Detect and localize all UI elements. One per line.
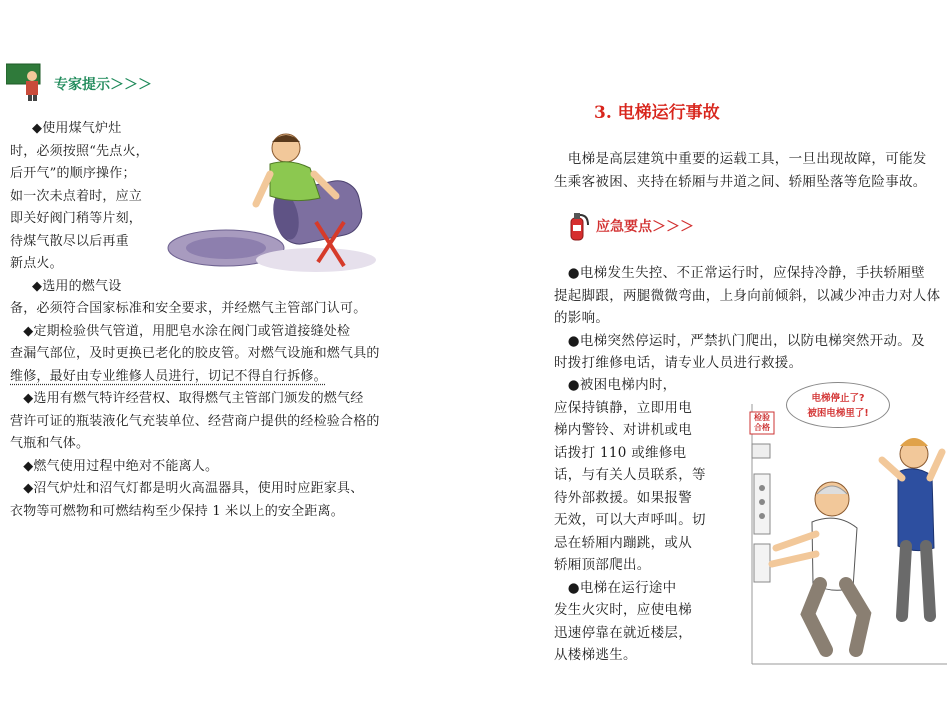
text-line: ●电梯在运行途中 <box>554 579 677 596</box>
text-line: 如一次未点着时，应立 <box>10 188 143 204</box>
elevator-intro <box>554 148 946 193</box>
right-page <box>470 0 950 718</box>
elevator-illustration <box>742 384 947 672</box>
text-line: 梯内警铃、对讲机或电 <box>554 422 692 438</box>
text-line: ●电梯突然停运时，严禁扒门爬出，以防电梯突然开动。及 <box>554 332 925 349</box>
text-line: 待煤气散尽以后再重 <box>10 233 129 249</box>
text-line: 维修，最好由专业维修人员进行，切记不得自行拆修。 <box>10 368 327 384</box>
text-line: 迅速停靠在就近楼层， <box>554 624 692 641</box>
text-line: 即关好阀门稍等片刻， <box>10 211 143 226</box>
text-line: 无效，可以大声呼叫。切 <box>554 512 706 528</box>
text-line: 忌在轿厢内蹦跳，或从 <box>554 534 692 551</box>
text-line: 时，必须按照“先点火， <box>10 143 149 159</box>
text-line: 气瓶和气体。 <box>10 436 90 451</box>
emergency-tip-header <box>566 210 694 242</box>
gas-stove-paragraph <box>10 118 160 298</box>
section-title: 3. 电梯运行事故 <box>594 103 720 123</box>
text-line: ◆选用的燃气设 <box>32 278 122 294</box>
text-line: ●被困电梯内时， <box>554 377 677 393</box>
bubble-line: 被困电梯里了! <box>807 408 869 419</box>
text-line: 应保持镇静，立即用电 <box>554 399 692 416</box>
text-line: ◆沼气炉灶和沼气灯都是明火高温器具，使用时应距家具、 <box>10 481 364 496</box>
inspection-sign: 检验合格 <box>754 413 770 432</box>
text-line: ◆定期检验供气管道，用肥皂水涂在阀门或管道接缝处检 <box>10 323 351 339</box>
emergency-tip-label: 应急要点＞＞＞ <box>596 219 694 235</box>
bubble-line: 电梯停止了? <box>811 393 865 404</box>
text-line: 备，必须符合国家标准和安全要求，并经燃气主管部门认可。 <box>10 301 367 316</box>
left-page <box>0 0 470 718</box>
text-line: ◆选用有燃气特许经营权、取得燃气主管部门颁发的燃气经 <box>10 391 364 406</box>
expert-tip-header <box>6 62 152 102</box>
text-line: 营许可证的瓶装液化气充装单位、经营商户提供的经检验合格的 <box>10 413 380 429</box>
expert-icon <box>6 62 50 102</box>
text-line: 的影响。 <box>554 310 610 326</box>
text-line: 生乘客被困、夹持在轿厢与井道之间、轿厢坠落等危险事故。 <box>554 173 927 190</box>
text-line: 话拨打 110 或维修电 <box>554 444 687 461</box>
text-line: 查漏气部位，及时更换已老化的胶皮管。对燃气设施和燃气具的 <box>10 346 380 361</box>
text-line: 电梯是高层建筑中重要的运载工具，一旦出现故障，可能发 <box>554 151 927 167</box>
text-line: 衣物等可燃物和可燃结构至少保持 1 米以上的安全距离。 <box>10 503 344 519</box>
speech-bubble <box>786 382 890 428</box>
text-line: ●电梯发生失控、不正常运行时，应保持冷静，手扶轿厢壁 <box>554 265 925 281</box>
text-line: 话，与有关人员联系，等 <box>554 467 706 483</box>
gas-safety-paragraphs <box>10 298 465 523</box>
trapped-elevator-paragraphs <box>554 374 714 667</box>
text-line: 待外部救援。如果报警 <box>554 489 692 506</box>
text-line: 发生火灾时，应使电梯 <box>554 602 692 618</box>
text-line: 新点火。 <box>10 256 63 271</box>
text-line: 后开气”的顺序操作； <box>10 166 136 181</box>
expert-tip-label: 专家提示＞＞＞ <box>54 77 152 93</box>
text-line: 轿厢顶部爬出。 <box>554 557 651 573</box>
text-line: 提起脚跟，两腿微微弯曲，上身向前倾斜，以减少冲击力对人体 <box>554 287 941 304</box>
elevator-emergency-paragraphs <box>554 262 946 375</box>
gas-cylinder-illustration <box>166 130 386 275</box>
text-line: ◆燃气使用过程中绝对不能离人。 <box>10 458 219 474</box>
text-line: 从楼梯逃生。 <box>554 647 637 663</box>
text-line: ◆使用煤气炉灶 <box>32 121 122 136</box>
text-line: 时拨打维修电话，请专业人员进行救援。 <box>554 355 803 371</box>
fire-extinguisher-icon <box>566 210 590 242</box>
